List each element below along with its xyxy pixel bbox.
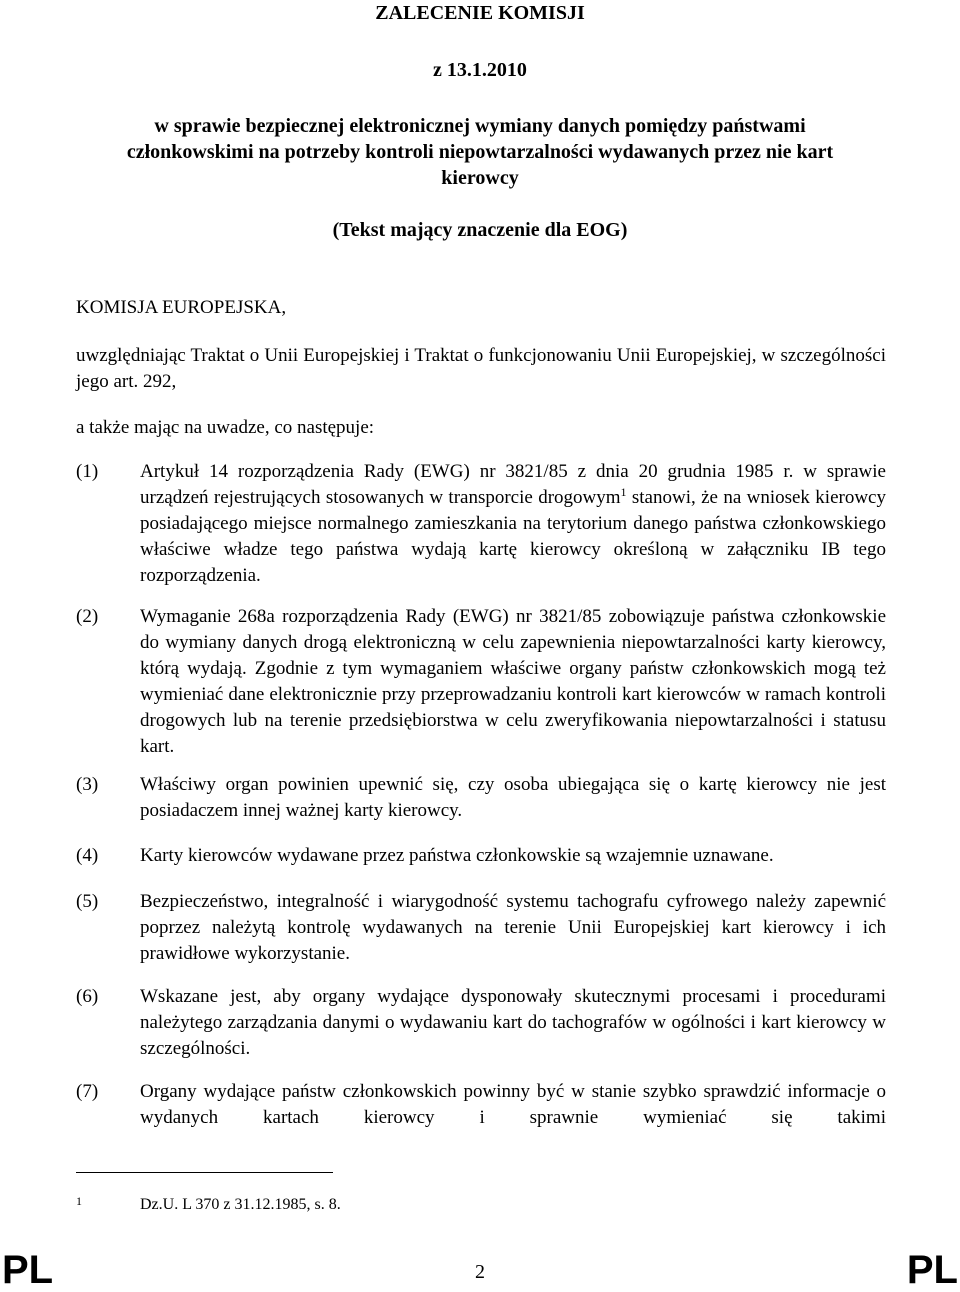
eea-relevance-note: (Tekst mający znaczenie dla EOG) bbox=[332, 219, 628, 241]
recital-text: Karty kierowców wydawane przez państwa członkowskie są wzajemnie uznawane. bbox=[140, 845, 774, 866]
recital-4 bbox=[76, 843, 886, 869]
page-number: 2 bbox=[475, 1261, 485, 1283]
footnote bbox=[76, 1194, 676, 1216]
recital-3 bbox=[76, 772, 886, 824]
recital-2 bbox=[76, 604, 886, 760]
recital-1 bbox=[76, 459, 886, 589]
recital-text-part: Artykuł 14 rozporządzenia Rady (EWG) nr 3821/85 z dnia 20 grudnia 1985 r. w sprawie urządzeń rejestrujących stosowanych w transporcie drogowym bbox=[140, 461, 886, 508]
footer-language-left: PL bbox=[2, 1248, 54, 1292]
document-subject: w sprawie bezpiecznej elektronicznej wymiany danych pomiędzy państwami członkowskimi na potrzeby kontroli niepowtarzalności wydawanych przez nie kart kierowcy bbox=[126, 115, 834, 189]
preamble-whereas: a także mając na uwadze, co następuje: bbox=[76, 417, 375, 438]
document-date: z 13.1.2010 bbox=[433, 59, 527, 81]
recital-number: (1) bbox=[76, 461, 99, 482]
footnote-separator bbox=[76, 1172, 333, 1173]
recital-text: Bezpieczeństwo, integralność i wiarygodność systemu tachografu cyfrowego należy zapewnić poprzez należytą kontrolę wydawanych na terenie Unii Europejskiej kart kierowcy i ich prawidłowe wykorzystanie. bbox=[140, 891, 886, 964]
footnote-text: Dz.U. L 370 z 31.12.1985, s. 8. bbox=[140, 1196, 341, 1213]
recital-7 bbox=[76, 1079, 886, 1131]
recital-text: Właściwy organ powinien upewnić się, czy osoba ubiegająca się o kartę kierowcy nie jest posiadaczem innej ważnej karty kierowcy. bbox=[140, 774, 886, 821]
recital-number: (6) bbox=[76, 986, 99, 1007]
recital-number: (7) bbox=[76, 1081, 99, 1102]
recital-number: (2) bbox=[76, 606, 99, 627]
issuer: KOMISJA EUROPEJSKA, bbox=[76, 297, 287, 318]
recital-text-part: stanowi, że na wniosek kierowcy posiadającego miejsce normalnego zamieszkania na terytorium danego państwa członkowskiego właściwe władze tego państwa wydają kartę kierowcy określoną w załączniku IB tego rozporządzenia. bbox=[140, 487, 886, 586]
recital-number: (5) bbox=[76, 891, 99, 912]
footnote-reference[interactable]: 1 bbox=[620, 485, 627, 499]
recital-number: (4) bbox=[76, 845, 99, 866]
document-title: ZALECENIE KOMISJI bbox=[375, 2, 585, 24]
recital-5 bbox=[76, 889, 886, 967]
footnote-number: 1 bbox=[76, 1194, 82, 1208]
recital-text: Organy wydające państw członkowskich powinny być w stanie szybko sprawdzić informacje o wydanych kartach kierowcy i sprawnie wymieniać się takimi bbox=[140, 1081, 886, 1128]
recital-number: (3) bbox=[76, 774, 99, 795]
recital-6 bbox=[76, 984, 886, 1062]
footer-language-right: PL bbox=[906, 1248, 958, 1292]
preamble-treaty: uwzględniając Traktat o Unii Europejskiej i Traktat o funkcjonowaniu Unii Europejskiej, w szczególności jego art. 292, bbox=[76, 345, 886, 392]
recital-text: Wskazane jest, aby organy wydające dysponowały skutecznymi procesami i procedurami należytego zarządzania danymi o wydawaniu kart do tachografów w ogólności i kart kierowcy w szczególności. bbox=[140, 986, 886, 1059]
recital-text: Wymaganie 268a rozporządzenia Rady (EWG) nr 3821/85 zobowiązuje państwa członkowskie do wymiany danych drogą elektroniczną w celu zapewnienia niepowtarzalności karty kierowcy, którą wydają. Zgodnie z tym wymaganiem właściwe organy państw członkowskich mogą też wymieniać dane elektronicznie przy przeprowadzaniu kontroli kart kierowców w ramach kontroli drogowych lub na terenie przedsiębiorstwa w celu zweryfikowania niepowtarzalności i statusu kart. bbox=[140, 606, 886, 757]
recital-text bbox=[140, 459, 886, 589]
